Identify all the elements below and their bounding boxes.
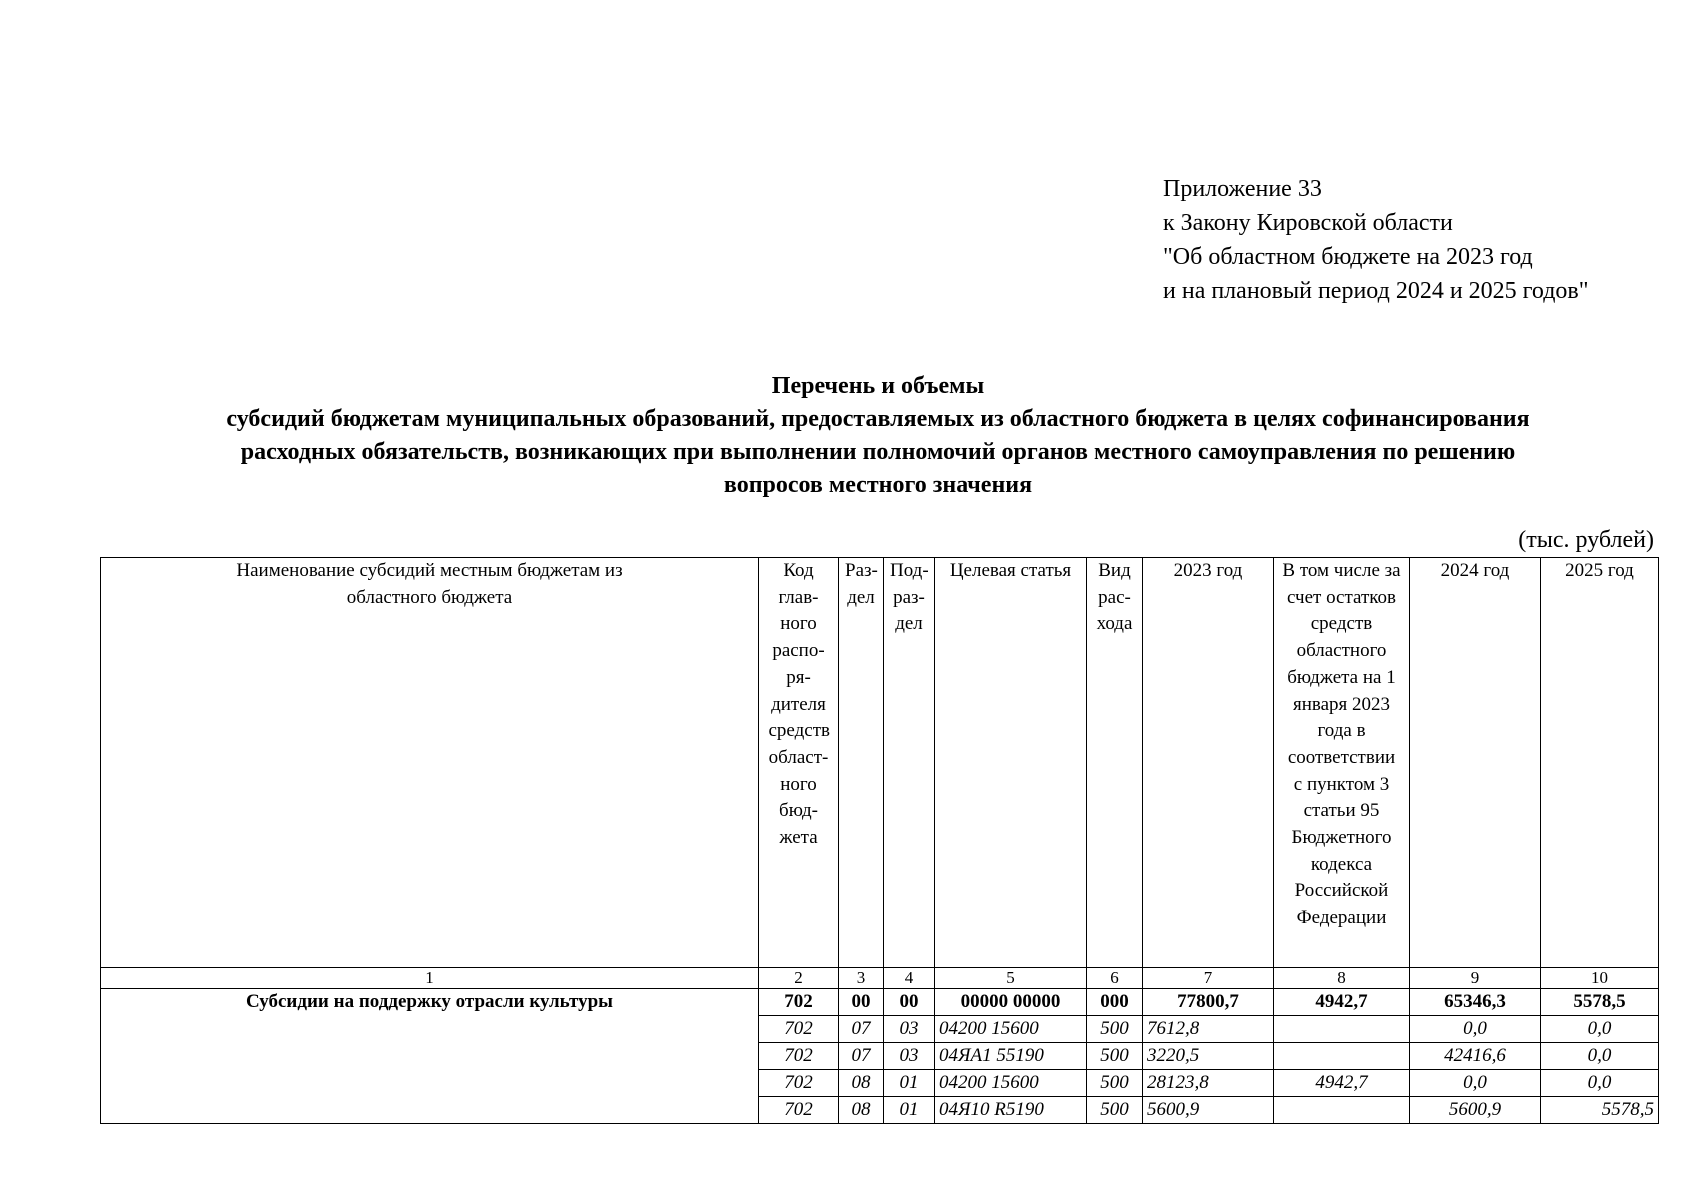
appendix-line-4: и на плановый период 2024 и 2025 годов" bbox=[1163, 278, 1589, 304]
header-section: Раз- дел bbox=[839, 558, 884, 968]
column-number: 9 bbox=[1410, 968, 1541, 989]
cell-target: 04Я10 R5190 bbox=[935, 1097, 1087, 1124]
cell-code: 702 bbox=[759, 1097, 839, 1124]
appendix-note bbox=[1163, 172, 1589, 308]
appendix-line-1: Приложение 33 bbox=[1163, 176, 1322, 202]
cell-subsection: 03 bbox=[884, 1043, 935, 1070]
column-number: 2 bbox=[759, 968, 839, 989]
cell-including bbox=[1274, 1043, 1410, 1070]
subsidies-table bbox=[100, 557, 1659, 1124]
column-numbers-row bbox=[101, 968, 1659, 989]
column-number: 8 bbox=[1274, 968, 1410, 989]
table-header-row bbox=[101, 558, 1659, 968]
cell-2025: 0,0 bbox=[1541, 1043, 1659, 1070]
cell-2023: 28123,8 bbox=[1143, 1070, 1274, 1097]
cell-subsection: 01 bbox=[884, 1070, 935, 1097]
cell-section: 07 bbox=[839, 1016, 884, 1043]
column-number: 6 bbox=[1087, 968, 1143, 989]
cell-2025: 5578,5 bbox=[1541, 989, 1659, 1016]
cell-2023: 3220,5 bbox=[1143, 1043, 1274, 1070]
column-number: 3 bbox=[839, 968, 884, 989]
header-including: В том числе за счет остатков средств областного бюджета на 1 января 2023 года в соответствии с пунктом 3 статьи 95 Бюджетного кодекса Российской Федерации bbox=[1274, 558, 1410, 968]
cell-target: 04200 15600 bbox=[935, 1016, 1087, 1043]
column-number: 4 bbox=[884, 968, 935, 989]
cell-expense-type: 000 bbox=[1087, 989, 1143, 1016]
column-number: 10 bbox=[1541, 968, 1659, 989]
cell-section: 08 bbox=[839, 1097, 884, 1124]
cell-expense-type: 500 bbox=[1087, 1016, 1143, 1043]
header-code: Код глав- ного распо- ря- дителя средств област- ного бюд- жета bbox=[759, 558, 839, 968]
title-line-1: Перечень и объемы bbox=[771, 373, 985, 399]
cell-expense-type: 500 bbox=[1087, 1043, 1143, 1070]
units-label: (тыс. рублей) bbox=[1518, 527, 1654, 553]
group-name: Субсидии на поддержку отрасли культуры bbox=[101, 989, 759, 1124]
cell-2024: 65346,3 bbox=[1410, 989, 1541, 1016]
cell-subsection: 00 bbox=[884, 989, 935, 1016]
header-2025: 2025 год bbox=[1541, 558, 1659, 968]
cell-section: 00 bbox=[839, 989, 884, 1016]
cell-target: 04ЯА1 55190 bbox=[935, 1043, 1087, 1070]
cell-including bbox=[1274, 1097, 1410, 1124]
header-target: Целевая статья bbox=[935, 558, 1087, 968]
cell-code: 702 bbox=[759, 1016, 839, 1043]
cell-expense-type: 500 bbox=[1087, 1070, 1143, 1097]
cell-including: 4942,7 bbox=[1274, 989, 1410, 1016]
cell-2023: 5600,9 bbox=[1143, 1097, 1274, 1124]
cell-target: 04200 15600 bbox=[935, 1070, 1087, 1097]
appendix-line-2: к Закону Кировской области bbox=[1163, 210, 1453, 236]
cell-2024: 42416,6 bbox=[1410, 1043, 1541, 1070]
header-2023: 2023 год bbox=[1143, 558, 1274, 968]
cell-2025: 0,0 bbox=[1541, 1070, 1659, 1097]
header-2024: 2024 год bbox=[1410, 558, 1541, 968]
appendix-line-3: "Об областном бюджете на 2023 год bbox=[1163, 244, 1533, 270]
cell-subsection: 03 bbox=[884, 1016, 935, 1043]
document-title bbox=[100, 370, 1656, 502]
header-name: Наименование субсидий местным бюджетам из областного бюджета bbox=[101, 558, 759, 968]
cell-section: 07 bbox=[839, 1043, 884, 1070]
cell-code: 702 bbox=[759, 989, 839, 1016]
title-line-2: субсидий бюджетам муниципальных образований, предоставляемых из областного бюджета в целях софинансирования bbox=[226, 406, 1530, 432]
cell-2025: 0,0 bbox=[1541, 1016, 1659, 1043]
table-row-total bbox=[101, 989, 1659, 1016]
header-expense-type: Вид рас- хода bbox=[1087, 558, 1143, 968]
column-number: 1 bbox=[101, 968, 759, 989]
cell-2024: 5600,9 bbox=[1410, 1097, 1541, 1124]
column-number: 7 bbox=[1143, 968, 1274, 989]
cell-2023: 77800,7 bbox=[1143, 989, 1274, 1016]
cell-2024: 0,0 bbox=[1410, 1070, 1541, 1097]
cell-expense-type: 500 bbox=[1087, 1097, 1143, 1124]
cell-including: 4942,7 bbox=[1274, 1070, 1410, 1097]
header-subsection: Под- раз- дел bbox=[884, 558, 935, 968]
cell-2024: 0,0 bbox=[1410, 1016, 1541, 1043]
cell-2023: 7612,8 bbox=[1143, 1016, 1274, 1043]
cell-section: 08 bbox=[839, 1070, 884, 1097]
cell-subsection: 01 bbox=[884, 1097, 935, 1124]
cell-2025: 5578,5 bbox=[1541, 1097, 1659, 1124]
cell-including bbox=[1274, 1016, 1410, 1043]
cell-code: 702 bbox=[759, 1070, 839, 1097]
column-number: 5 bbox=[935, 968, 1087, 989]
cell-code: 702 bbox=[759, 1043, 839, 1070]
title-line-4: вопросов местного значения bbox=[723, 472, 1033, 498]
title-line-3: расходных обязательств, возникающих при выполнении полномочий органов местного самоуправления по решению bbox=[240, 439, 1516, 465]
cell-target: 00000 00000 bbox=[935, 989, 1087, 1016]
